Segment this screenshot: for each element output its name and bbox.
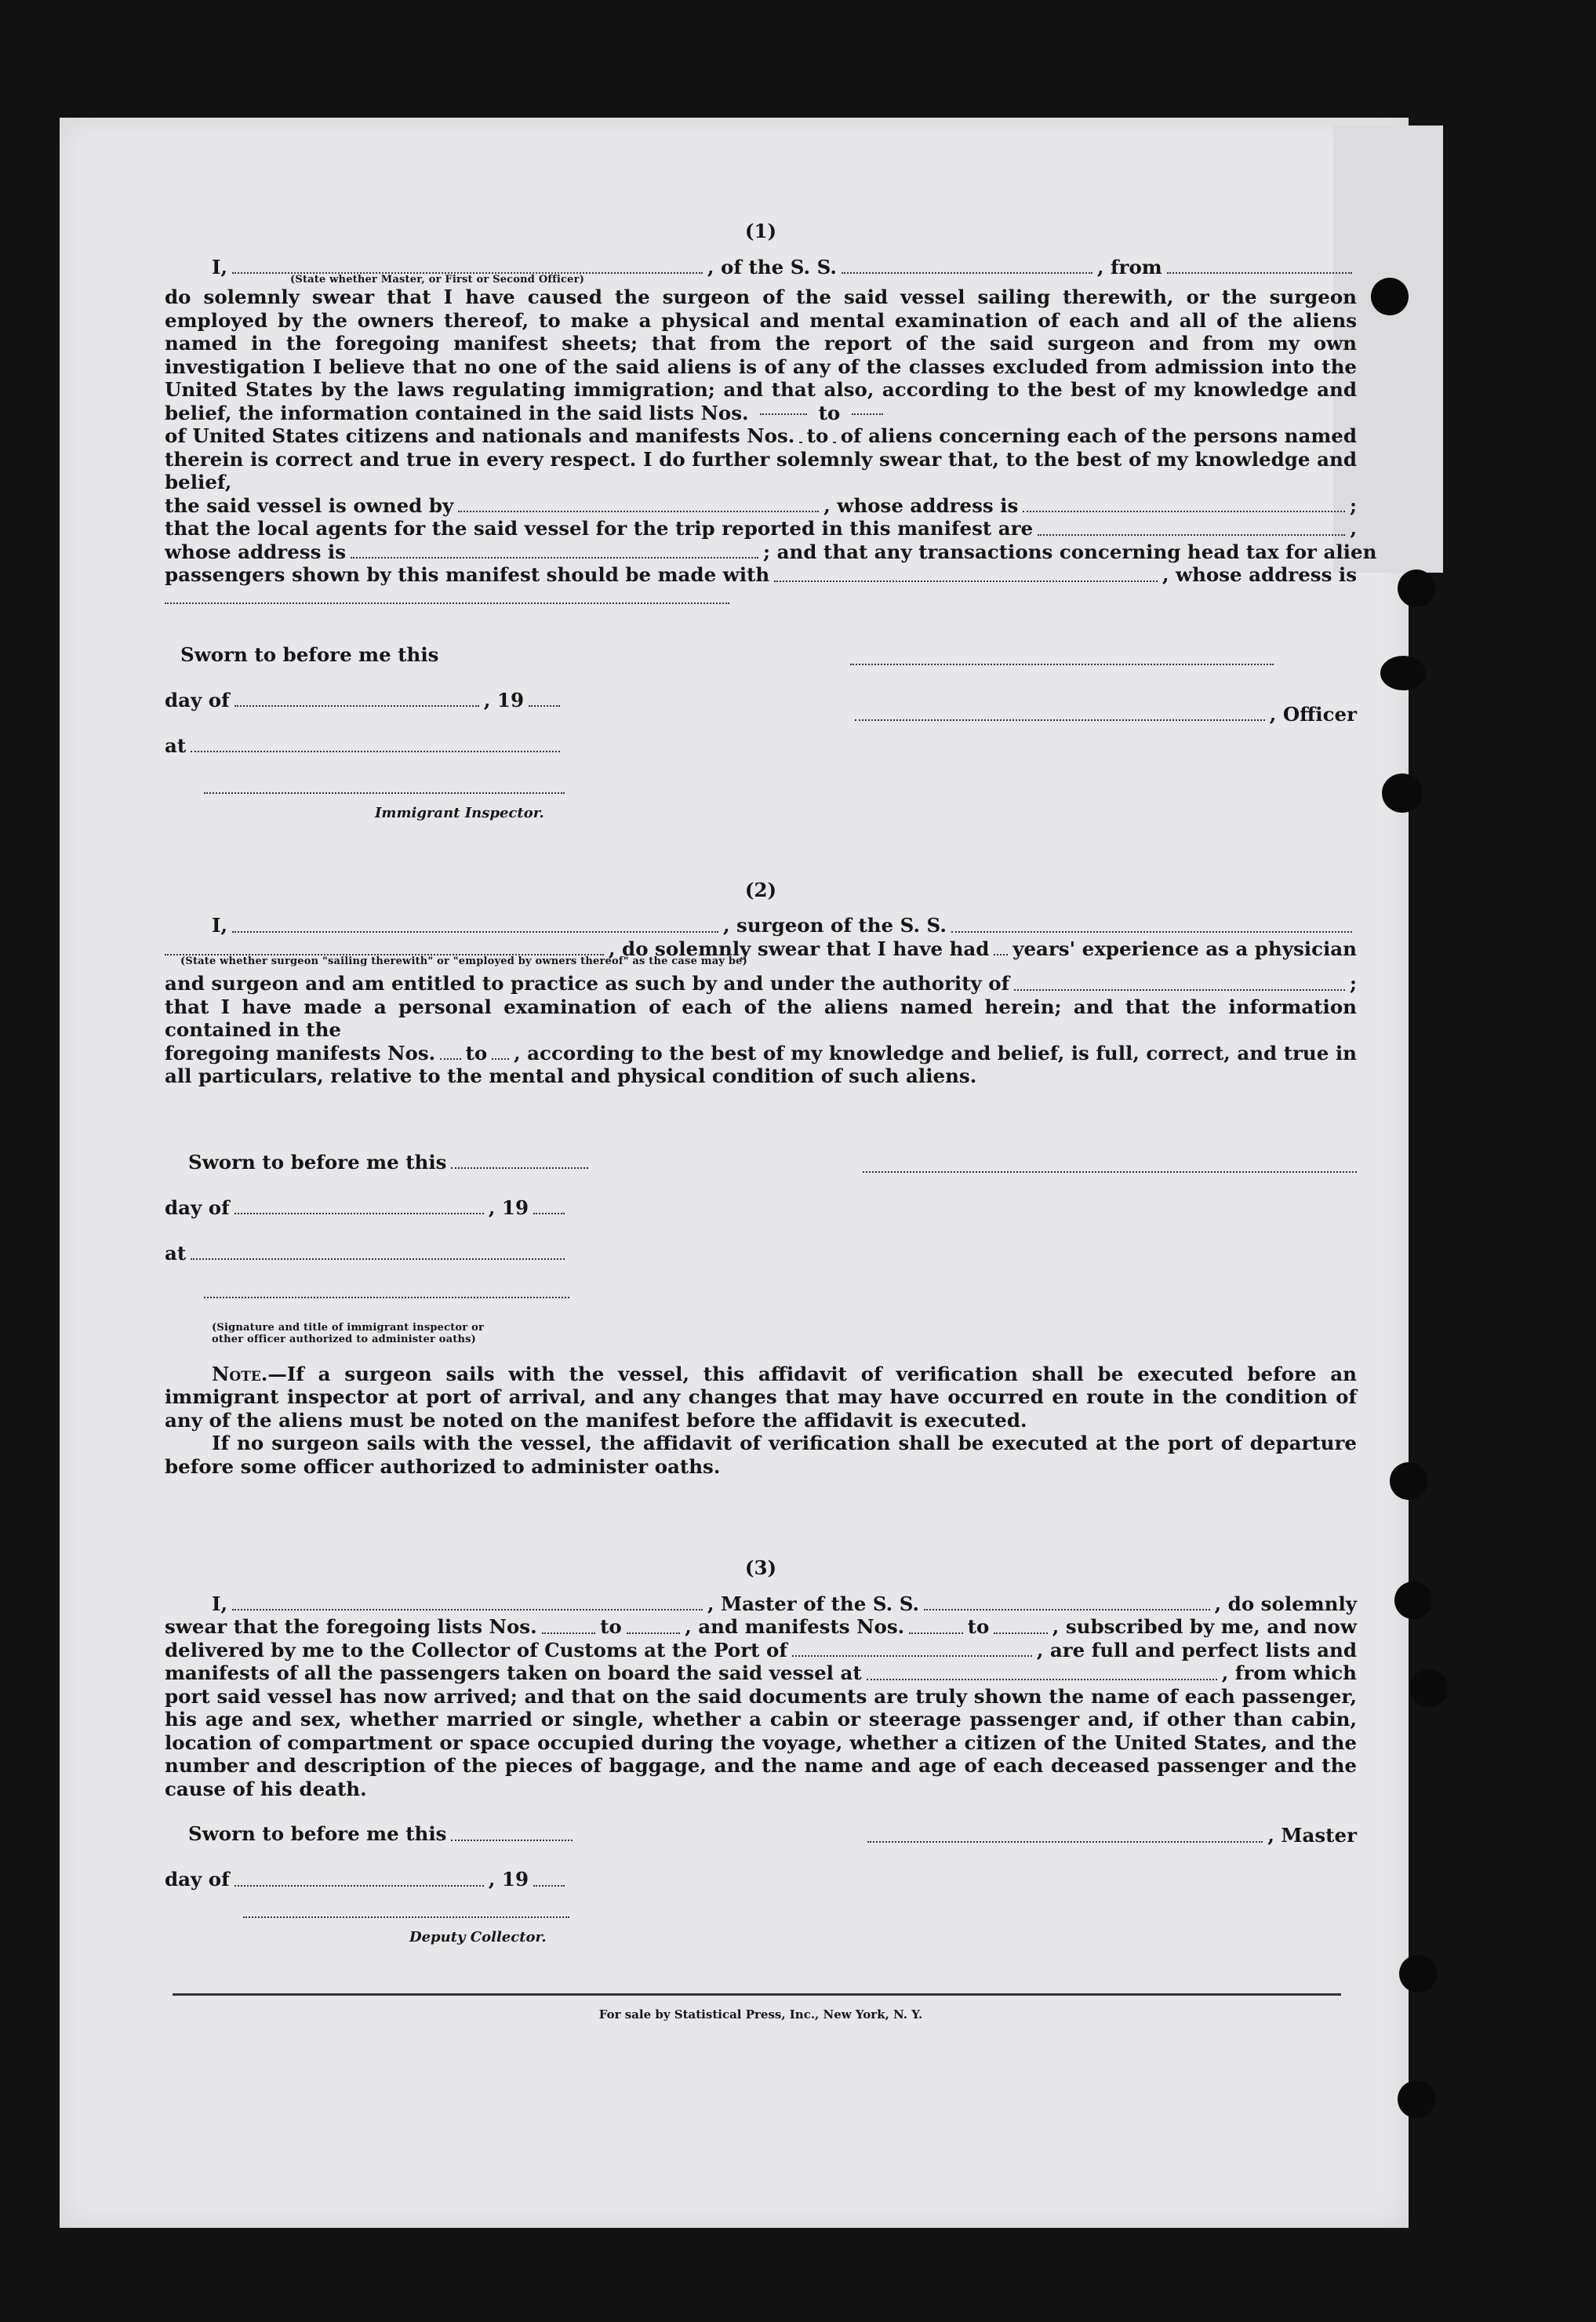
section-1-signatures: Sworn to before me this day of , 19 at Immigrant Inspector. , Officer xyxy=(165,628,1357,824)
sworn-date-field-2[interactable] xyxy=(451,1167,588,1169)
section-3-number: (3) xyxy=(744,1556,777,1579)
punch-hole xyxy=(1394,1581,1432,1619)
master-lists-from-field[interactable] xyxy=(542,1632,595,1634)
printer-credit: For sale by Statistical Press, Inc., New York, N. Y. xyxy=(598,2007,923,2022)
head-tax-contact-field[interactable] xyxy=(774,580,1158,582)
officer-rank-caption: (State whether Master, or First or Second Officer) xyxy=(290,274,585,286)
punch-hole xyxy=(1382,773,1423,813)
surgeon-name-field[interactable] xyxy=(232,931,718,933)
section-2-number: (2) xyxy=(744,878,777,901)
sworn-place-field-1[interactable] xyxy=(191,751,560,752)
master-signature-field[interactable] xyxy=(867,1841,1263,1843)
sworn-place-field-2[interactable] xyxy=(191,1258,565,1260)
master-ship-field[interactable] xyxy=(924,1609,1210,1610)
vessel-owner-field[interactable] xyxy=(458,511,819,512)
master-lists-to-field[interactable] xyxy=(627,1632,680,1634)
note-paragraph-2: If no surgeon sails with the vessel, the affidavit of verification shall be executed at the port of departure before some officer authorized to administer oaths. xyxy=(165,1432,1357,1478)
sworn-year-field-3[interactable] xyxy=(533,1885,565,1887)
sworn-day-field-1[interactable] xyxy=(234,705,479,707)
surgeon-signature-field[interactable] xyxy=(863,1171,1357,1173)
departure-port-field[interactable] xyxy=(1167,272,1352,274)
master-manifests-from-field[interactable] xyxy=(909,1632,962,1634)
local-agents-field[interactable] xyxy=(1038,534,1345,536)
officer-signature-field-2[interactable] xyxy=(855,719,1265,721)
sworn-date-field-3[interactable] xyxy=(451,1840,573,1841)
lists-to-field[interactable] xyxy=(852,413,883,415)
note-paragraph-1: Note.—If a surgeon sails with the vessel, this affidavit of verification shall be executed before an immigrant inspector at port of arrival, and any changes that may have occurred en route in the condition of any of the aliens must be noted on the manifest before the affidavit is executed. xyxy=(165,1362,1357,1432)
owner-address-field[interactable] xyxy=(1023,511,1345,512)
punch-hole xyxy=(1380,656,1426,690)
master-manifests-to-field[interactable] xyxy=(994,1632,1047,1634)
section-1-number: (1) xyxy=(744,220,777,242)
master-name-field[interactable] xyxy=(232,1609,703,1610)
lists-from-field[interactable] xyxy=(760,413,807,415)
head-tax-address-field[interactable] xyxy=(165,587,729,604)
surgeon-manifests-from-field[interactable] xyxy=(440,1058,460,1060)
inspector-caption: Immigrant Inspector. xyxy=(375,804,544,821)
surgeon-status-caption: (State whether surgeon "sailing therewith" or "employed by owners thereof" as the case may be) xyxy=(180,955,747,967)
punch-hole xyxy=(1399,1955,1437,1993)
footer-rule xyxy=(173,1993,1341,1996)
examiner-signature-field[interactable] xyxy=(204,1297,569,1298)
years-experience-field[interactable] xyxy=(994,954,1008,955)
ship-name-field[interactable] xyxy=(842,272,1092,274)
inspector-signature-field[interactable] xyxy=(204,792,565,794)
sworn-day-field-2[interactable] xyxy=(234,1213,484,1214)
surgeon-ship-field[interactable] xyxy=(951,931,1352,933)
customs-port-field[interactable] xyxy=(792,1655,1032,1657)
sworn-day-field-3[interactable] xyxy=(234,1885,484,1887)
officer-signature-field-1[interactable] xyxy=(850,664,1274,665)
punch-hole xyxy=(1410,1669,1448,1707)
section-2-signatures: Sworn to before me this day of , 19 at xyxy=(165,1112,1357,1316)
section-1-paragraph: do solemnly swear that I have caused the surgeon of the said vessel sailing therewith, or the surgeon employed by the owners thereof, to make a physical and mental examination of each and all of the aliens named in the foregoing manifest sheets; that from the report of the said surgeon and from my own investigation I believe that no one of the said aliens is of any of the classes excluded from admission into the United States by the laws regulating immigration; and that also, according to the best of my knowledge and belief, the information contained in the said lists Nos. to xyxy=(165,286,1357,424)
section-3-signatures: Sworn to before me this day of , 19 Deputy Collector. , Master xyxy=(165,1814,1357,1964)
deputy-caption: Deputy Collector. xyxy=(409,1929,547,1945)
punch-hole xyxy=(1398,570,1435,607)
examiner-caption-2: other officer authorized to administer oaths) xyxy=(212,1333,476,1345)
boarding-port-field[interactable] xyxy=(867,1679,1217,1680)
sworn-year-field-1[interactable] xyxy=(529,705,560,707)
punch-hole xyxy=(1398,2080,1435,2118)
agents-address-field[interactable] xyxy=(351,557,758,559)
practice-authority-field[interactable] xyxy=(1014,989,1345,991)
section-1-line-1: I, , of the S. S. , from xyxy=(165,256,1357,279)
deputy-signature-field[interactable] xyxy=(243,1916,569,1918)
affidavit-document: (1) I, , of the S. S. , from (State whether Master, or First or Second Officer) do solemnly swear that I have caused the surgeon of the said vessel sailing therewith, or the surgeon employed by the owners thereof, to make a physical and mental examination of each and all of the aliens named in the foregoing manifest sheets; that from the report of the said surgeon and from my own investigation I believe that no one of the said aliens is of any of the classes excluded from admission into the United States by the laws regulating immigration; and that also, according to the best of my knowledge and belief, the information contained in the said lists Nos. to of United States citizens and nationals and manifests Nos. to of aliens concerning each of the persons named therein is correct and true in every respect. I do further solemnly swear that, to the best of my knowledge and belief, the said vessel is owned by , whose address is ; that the local agents for the said vessel for the trip reported in this manifest are , whose address is ; and that any transactions concerning head tax for alien passengers shown by this manifest should be made with , whose address is Sworn to before me this day of , 19 at Immigrant Inspector. , Officer (2) I, , surgeon of the S. S. , do solemnly swear that I have had years' experience as a physician (State whether surgeon "sailing therewith" or "employed by owners thereof" as the case may be) and surgeon and am entitled to practice as such by and under the authority of ; that I have made a personal examination of each of the aliens named herein; and that the information contained in the foregoing manifests Nos. to , according to the best of my knowledge and belief, is full, correct, and true in all particulars, relative to the mental and physical condition of such aliens. Sworn to before me this day of , 19 at (Signature and title of immigrant inspector or other officer authorized to administer oaths) Note.—If a surgeon sails with the vessel, this affidavit of verification shall be executed before an immigrant inspector at port of arrival, and any changes that may have occurred en route in the condition of any of the aliens must be noted on the manifest before the affidavit is executed. If no surgeon sails with the vessel, the affidavit of verification shall be executed at the port of departure before some officer authorized to administer oaths. (3) I, , Master of the S. S. , do solemnly swear that the foregoing lists Nos. to , and manifests Nos. to , subscribed by me, and now delivered by me to the Collector of Customs at the Port of , are full and perfect lists and manifests of all the passengers taken on board the said vessel at , from which port said vessel has now arrived; and that on the said documents are truly shown the name of each passenger, his age and sex, whether married or single, whether a cabin or steerage passenger and, if other than cabin, location of compartment or space occupied during the voyage, whether a citizen of the United States, and the number and description of the pieces of baggage, and the name and age of each deceased passenger and the cause of his death. Sworn to before me this day of , 19 Deputy Collector. , Master For sale by Statistical Press, Inc., New York, N. Y. xyxy=(165,212,1357,2027)
manifests-from-field[interactable] xyxy=(799,442,802,443)
surgeon-manifests-to-field[interactable] xyxy=(492,1058,509,1060)
sworn-year-field-2[interactable] xyxy=(533,1213,565,1214)
punch-hole xyxy=(1390,1462,1427,1500)
punch-hole xyxy=(1371,278,1409,315)
examiner-caption-1: (Signature and title of immigrant inspector or xyxy=(212,1321,484,1334)
manifests-to-field[interactable] xyxy=(833,442,835,443)
